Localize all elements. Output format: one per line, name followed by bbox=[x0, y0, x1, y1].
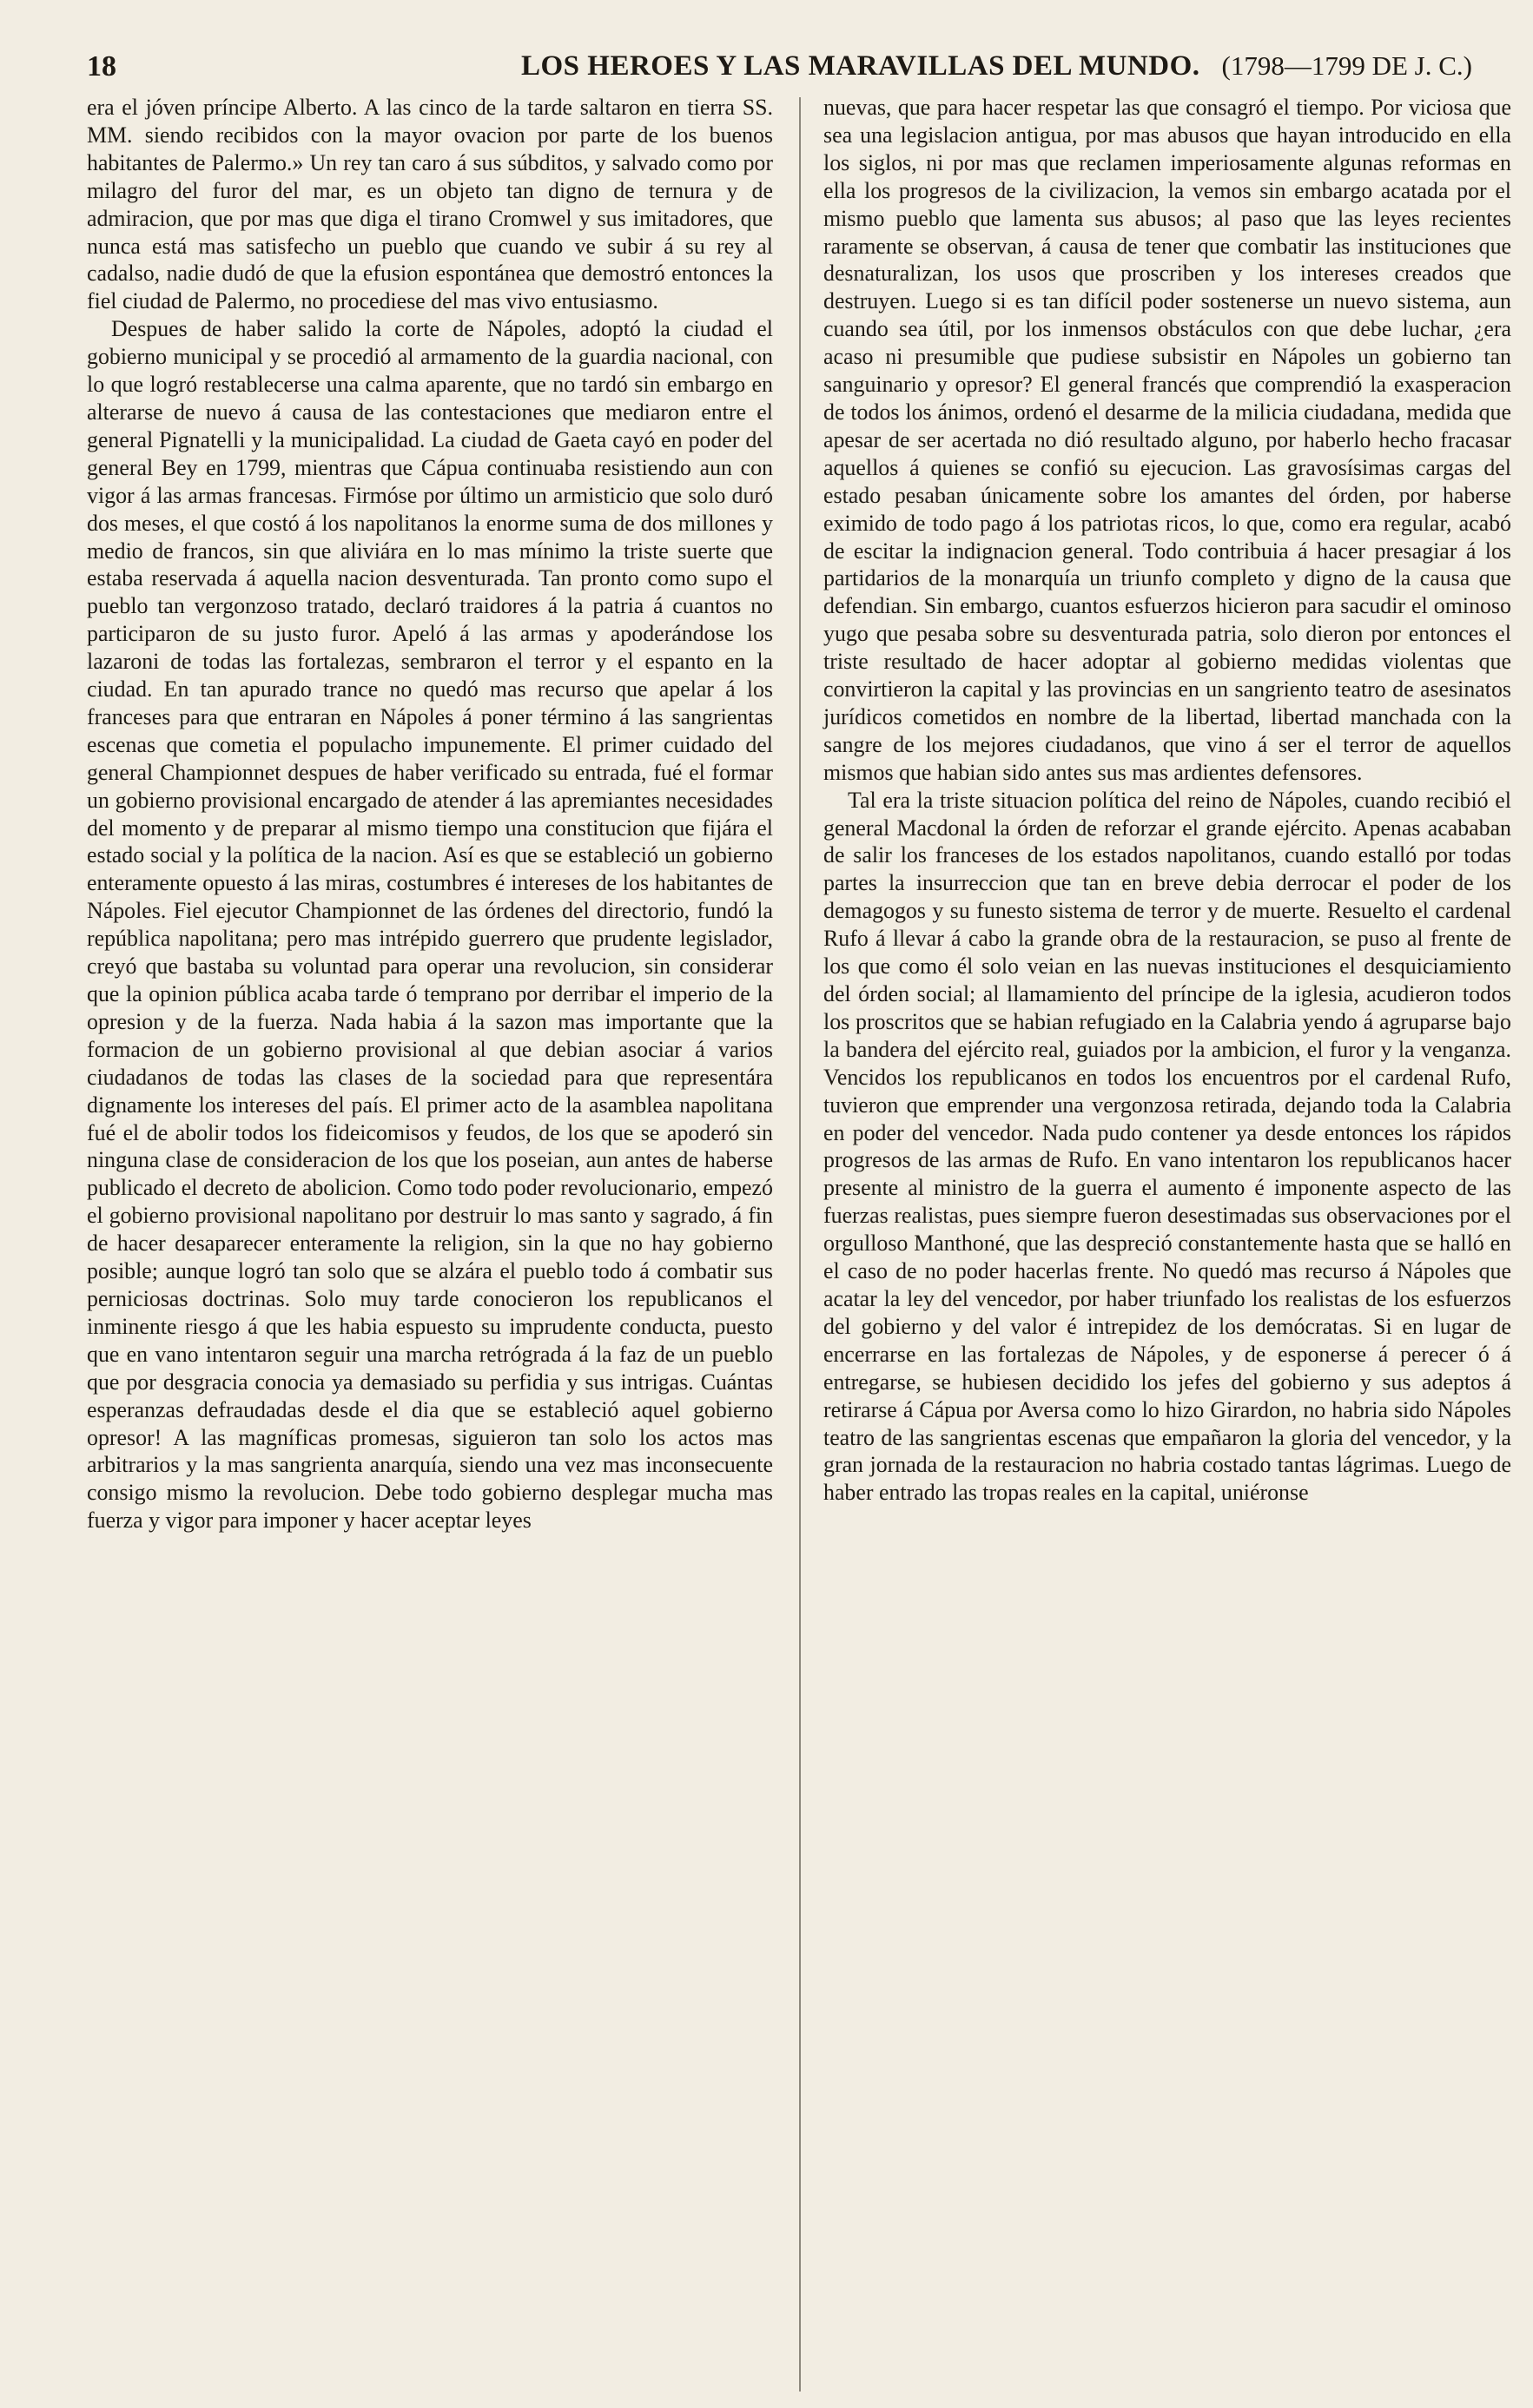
left-column bbox=[87, 94, 773, 1534]
running-title: LOS HEROES Y LAS MARAVILLAS DEL MUNDO. bbox=[521, 50, 1200, 82]
paragraph: nuevas, que para hacer respetar las que consagró el tiempo. Por viciosa que sea una legislacion antigua, por mas abusos que hayan introducido en ella los siglos, ni por mas que reclamen imperiosamente algunas reformas en ella los progresos de la civilizacion, la vemos sin embargo acatada por el mismo pueblo que lamenta sus abusos; al paso que las leyes recientes raramente se observan, á causa de tener que combatir las instituciones que desnaturalizan, los usos que proscriben y los intereses creados que destruyen. Luego si es tan difícil poder sostenerse un nuevo sistema, aun cuando sea útil, por los inmensos obstáculos con que debe luchar, ¿era acaso ni presumible que pudiese subsistir en Nápoles un gobierno tan sanguinario y opresor? El general francés que comprendió la exasperacion de todos los ánimos, ordenó el desarme de la milicia ciudadana, medida que apesar de ser acertada no dió resultado alguno, por haberlo hecho fracasar aquellos á quienes se confió su ejecucion. Las gravosísimas cargas del estado pesaban únicamente sobre los amantes del órden, por haberse eximido de todo pago á los patriotas ricos, lo que, como era regular, acabó de escitar la indignacion general. Todo contribuia á hacer presagiar á los partidarios de la monarquía un triunfo completo y digno de la causa que defendian. Sin embargo, cuantos esfuerzos hicieron para sacudir el ominoso yugo que pesaba sobre su desventurada patria, solo dieron por entonces el triste resultado de hacer adoptar al gobierno medidas violentas que convirtieron la capital y las provincias en un sangriento teatro de asesinatos jurídicos cometidos en nombre de la libertad, libertad manchada con la sangre de los mejores ciudadanos, que vino á ser el terror de aquellos mismos que habian sido antes sus mas ardientes defensores. bbox=[823, 95, 1511, 785]
year-range: (1798—1799 DE J. C.) bbox=[1221, 50, 1472, 81]
right-column bbox=[823, 94, 1511, 1507]
column-divider bbox=[799, 97, 801, 2392]
running-header bbox=[87, 45, 1472, 97]
paragraph: Despues de haber salido la corte de Nápoles, adoptó la ciudad el gobierno municipal y se procedió al armamento de la guardia nacional, con lo que logró restablecerse una calma aparente, que no tardó sin embargo en alterarse de nuevo á causa de las contestaciones que mediaron entre el general Pignatelli y la municipalidad. La ciudad de Gaeta cayó en poder del general Bey en 1799, mientras que Cápua continuaba resistiendo aun con vigor á las armas francesas. Firmóse por último un armisticio que solo duró dos meses, el que costó á los napolitanos la enorme suma de dos millones y medio de francos, sin que aliviára en lo mas mínimo la triste suerte que estaba reservada á aquella nacion desventurada. Tan pronto como supo el pueblo tan vergonzoso tratado, declaró traidores á la patria á cuantos no participaron de su justo furor. Apeló á las armas y apoderándose los lazaroni de todas las fortalezas, sembraron el terror y el espanto en la ciudad. En tan apurado trance no quedó mas recurso que apelar á los franceses para que entraran en Nápoles á poner término á las sangrientas escenas que cometia el populacho impunemente. El primer cuidado del general Championnet despues de haber verificado su entrada, fué el formar un gobierno provisional encargado de atender á las apremiantes necesidades del momento y de preparar al mismo tiempo una constitucion que fijára el estado social y la política de la nacion. Así es que se estableció un gobierno enteramente opuesto á las miras, costumbres é intereses de los habitantes de Nápoles. Fiel ejecutor Championnet de las órdenes del directorio, fundó la república napolitana; pero mas intrépido guerrero que prudente legislador, creyó que bastaba su voluntad para operar una revolucion, sin considerar que la opinion pública acaba tarde ó temprano por derribar el imperio de la opresion y de la fuerza. Nada habia á la sazon mas importante que la formacion de un gobierno provisional al que debian asociar á varios ciudadanos de todas las clases de la sociedad para que representára dignamente los intereses del país. El primer acto de la asamblea napolitana fué el de abolir todos los fideicomisos y feudos, de los que se apoderó sin ninguna clase de consideracion de los que los poseian, aun antes de haberse publicado el decreto de abolicion. Como todo poder revolucionario, empezó el gobierno provisional napolitano por destruir lo mas santo y sagrado, á fin de hacer desaparecer enteramente la religion, sin la que no hay gobierno posible; aunque logró tan solo que se alzára el pueblo todo á combatir sus perniciosas doctrinas. Solo muy tarde conocieron los republicanos el inminente riesgo á que les habia espuesto su imprudente conducta, puesto que en vano intentaron seguir una marcha retrógrada á la faz de un pueblo que por desgracia conocia ya demasiado su perfidia y sus intrigas. Cuántas esperanzas defraudadas desde el dia que se estableció aquel gobierno opresor! A las magníficas promesas, siguieron tan solo los actos mas arbitrarios y la mas sangrienta anarquía, siendo una vez mas inconsecuente consigo mismo la revolucion. Debe todo gobierno desplegar mucha mas fuerza y vigor para imponer y hacer aceptar leyes bbox=[87, 316, 773, 1534]
paragraph: era el jóven príncipe Alberto. A las cinco de la tarde saltaron en tierra SS. MM. siendo recibidos con la mayor ovacion por parte de los buenos habitantes de Palermo.» Un rey tan caro á sus súbditos, y salvado como por milagro del furor del mar, es un objeto tan digno de ternura y de admiracion, que por mas que diga el tirano Cromwel y sus imitadores, que nunca está mas satisfecho un pueblo que cuando ve subir á su rey al cadalso, nadie dudó de que la efusion espontánea que demostró entonces la fiel ciudad de Palermo, no procediese del mas vivo entusiasmo. bbox=[87, 95, 773, 314]
page-number: 18 bbox=[87, 50, 116, 82]
paragraph: Tal era la triste situacion política del reino de Nápoles, cuando recibió el general Macdonal la órden de reforzar el grande ejército. Apenas acababan de salir los franceses de los estados napolitanos, cuando estalló por todas partes la insurreccion que tan en breve debia derrocar el poder de los demagogos y su funesto sistema de terror y de muerte. Resuelto el cardenal Rufo á llevar á cabo la grande obra de la restauracion, se puso al frente de los que como él solo veian en las nuevas instituciones el desquiciamiento del órden social; al llamamiento del príncipe de la iglesia, acudieron todos los proscritos que se habian refugiado en la Calabria yendo á agruparse bajo la bandera del ejército real, guiados por la ambicion, el furor y la venganza. Vencidos los republicanos en todos los encuentros por el cardenal Rufo, tuvieron que emprender una vergonzosa retirada, dejando toda la Calabria en poder del vencedor. Nada pudo contener ya desde entonces los rápidos progresos de las armas de Rufo. En vano intentaron los republicanos hacer presente al ministro de la guerra el aumento é imponente aspecto de las fuerzas realistas, pues siempre fueron desestimadas sus observaciones por el orgulloso Manthoné, que las despreció constantemente hasta que se halló en el caso de no poder hacerlas frente. No quedó mas recurso á Nápoles que acatar la ley del vencedor, por haber triunfado los realistas de los esfuerzos del gobierno y del valor é intrepidez de los demócratas. Si en lugar de encerrarse en las fortalezas de Nápoles, y de esponerse á perecer ó á entregarse, se hubiesen decidido los jefes del gobierno y sus adeptos á retirarse á Cápua por Aversa como lo hizo Girardon, no habria sido Nápoles teatro de las sangrientas escenas que empañaron la gloria del vencedor, y la gran jornada de la restauracion no habria costado tantas lágrimas. Luego de haber entrado las tropas reales en la capital, uniéronse bbox=[823, 787, 1511, 1506]
